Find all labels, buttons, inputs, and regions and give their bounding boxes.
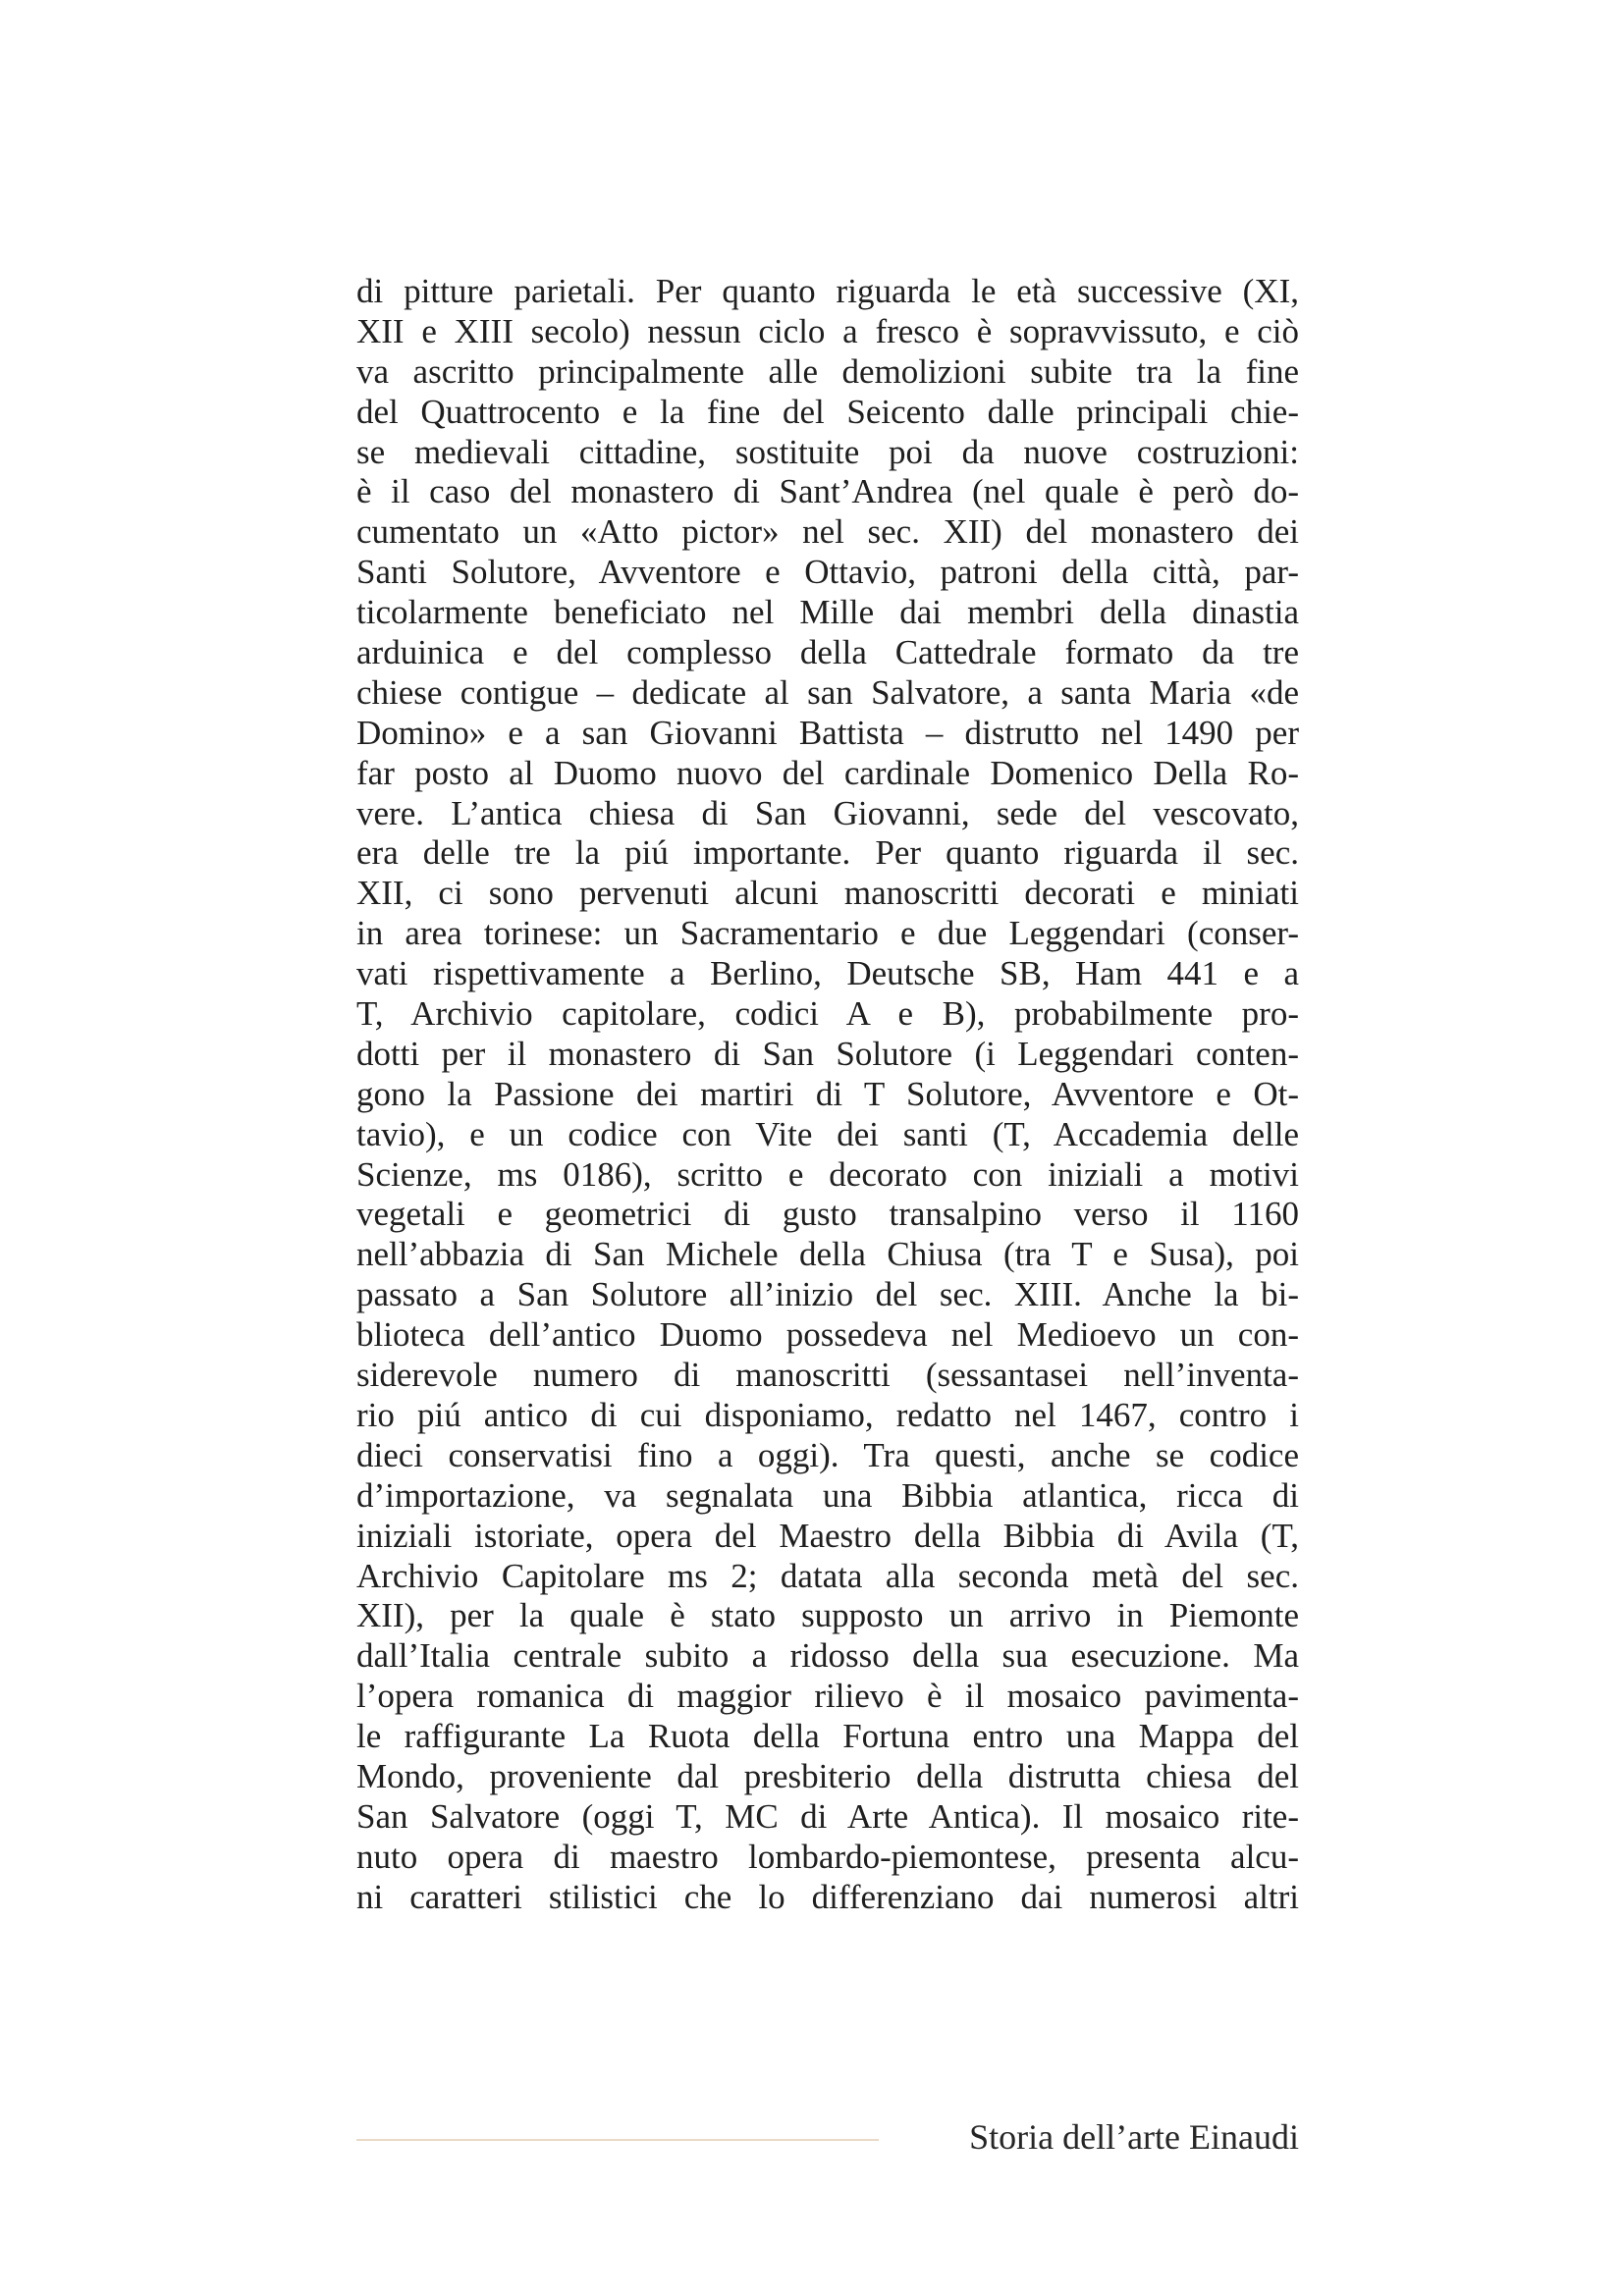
text-line: ni caratteri stilistici che lo differenziano dai numerosi altri — [356, 1877, 1299, 1916]
text-line: dall’Italia centrale subito a ridosso della sua esecuzione. Ma — [356, 1636, 1299, 1676]
text-line: gono la Passione dei martiri di T Solutore, Avventore e Ot- — [356, 1074, 1299, 1113]
text-line: far posto al Duomo nuovo del cardinale Domenico Della Ro- — [356, 753, 1299, 792]
text-line: le raffigurante La Ruota della Fortuna entro una Mappa del — [356, 1717, 1299, 1756]
text-line: vere. L’antica chiesa di San Giovanni, sede del vescovato, — [356, 793, 1299, 832]
text-line: cumentato un «Atto pictor» nel sec. XII) del monastero dei — [356, 512, 1299, 552]
text-line: vati rispettivamente a Berlino, Deutsche SB, Ham 441 e a — [356, 954, 1299, 993]
text-line: del Quattrocento e la fine del Seicento dalle principali chie- — [356, 392, 1299, 431]
text-line: XII), per la quale è stato supposto un arrivo in Piemonte — [356, 1596, 1299, 1635]
text-line: rio piú antico di cui disponiamo, redatto nel 1467, contro i — [356, 1395, 1299, 1434]
text-line: dieci conservatisi fino a oggi). Tra questi, anche se codice — [356, 1435, 1299, 1474]
text-line: di pitture parietali. Per quanto riguarda le età successive (XI, — [356, 272, 1299, 310]
text-line: nuto opera di maestro lombardo-piemontese, presenta alcu- — [356, 1837, 1299, 1876]
text-line: tavio), e un codice con Vite dei santi (T, Accademia delle — [356, 1114, 1299, 1153]
text-line: Scienze, ms 0186), scritto e decorato con iniziali a motivi — [356, 1154, 1299, 1194]
text-line: passato a San Solutore all’inizio del sec. XIII. Anche la bi- — [356, 1275, 1299, 1314]
text-line: XII e XIII secolo) nessun ciclo a fresco è sopravvissuto, e ciò — [356, 311, 1299, 350]
text-line: ticolarmente beneficiato nel Mille dai membri della dinastia — [356, 593, 1299, 632]
text-line: va ascritto principalmente alle demolizioni subite tra la fine — [356, 351, 1299, 391]
text-line: dotti per il monastero di San Solutore (i Leggendari conten- — [356, 1034, 1299, 1073]
footer-rule — [356, 2139, 879, 2141]
text-line: era delle tre la piú importante. Per quanto riguarda il sec. — [356, 833, 1299, 873]
text-line: blioteca dell’antico Duomo possedeva nel Medioevo un con- — [356, 1315, 1299, 1355]
text-line: è il caso del monastero di Sant’Andrea (nel quale è però do- — [356, 472, 1299, 511]
text-line: l’opera romanica di maggior rilievo è il mosaico pavimenta- — [356, 1677, 1299, 1716]
text-line: d’importazione, va segnalata una Bibbia atlantica, ricca di — [356, 1475, 1299, 1515]
text-line: se medievali cittadine, sostituite poi da nuove costruzioni: — [356, 432, 1299, 471]
text-line: iniziali istoriate, opera del Maestro della Bibbia di Avila (T, — [356, 1516, 1299, 1555]
text-line: vegetali e geometrici di gusto transalpino verso il 1160 — [356, 1195, 1299, 1234]
text-line: Mondo, proveniente dal presbiterio della distrutta chiesa del — [356, 1756, 1299, 1795]
text-line: siderevole numero di manoscritti (sessantasei nell’inventa- — [356, 1356, 1299, 1395]
text-line: Santi Solutore, Avventore e Ottavio, patroni della città, par- — [356, 553, 1299, 592]
text-line: chiese contigue – dedicate al san Salvatore, a santa Maria «de — [356, 672, 1299, 712]
text-line: Archivio Capitolare ms 2; datata alla seconda metà del sec. — [356, 1556, 1299, 1595]
text-line: Domino» e a san Giovanni Battista – distrutto nel 1490 per — [356, 713, 1299, 752]
text-line: arduinica e del complesso della Cattedrale formato da tre — [356, 633, 1299, 672]
text-line: T, Archivio capitolare, codici A e B), probabilmente pro- — [356, 994, 1299, 1034]
text-line: San Salvatore (oggi T, MC di Arte Antica). Il mosaico rite- — [356, 1796, 1299, 1836]
body-text — [356, 272, 1299, 1918]
footer-title: Storia dell’arte Einaudi — [969, 2117, 1299, 2157]
text-line: XII, ci sono pervenuti alcuni manoscritti decorati e miniati — [356, 874, 1299, 913]
text-line: nell’abbazia di San Michele della Chiusa (tra T e Susa), poi — [356, 1235, 1299, 1274]
text-line: in area torinese: un Sacramentario e due Leggendari (conser- — [356, 914, 1299, 953]
